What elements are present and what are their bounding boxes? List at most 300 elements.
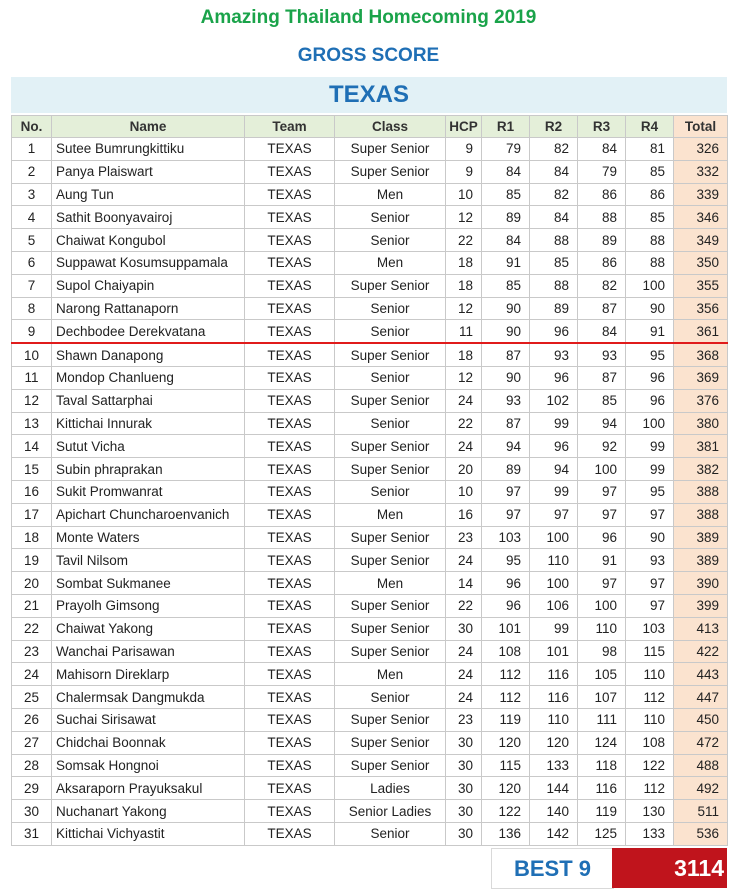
cell-total: 346 (674, 206, 728, 229)
cell-r4: 110 (626, 663, 674, 686)
cell-r1: 120 (482, 777, 530, 800)
table-row (12, 206, 728, 229)
cell-r3: 119 (578, 800, 626, 823)
table-body (12, 138, 728, 846)
cell-name: Sutut Vicha (52, 435, 245, 458)
cell-team: TEXAS (245, 594, 335, 617)
cell-team: TEXAS (245, 229, 335, 252)
cell-r4: 100 (626, 412, 674, 435)
cell-r2: 97 (530, 503, 578, 526)
cell-name: Mahisorn Direklarp (52, 663, 245, 686)
cell-team: TEXAS (245, 572, 335, 595)
cell-r2: 89 (530, 297, 578, 320)
cell-hcp: 9 (446, 160, 482, 183)
cell-r3: 116 (578, 777, 626, 800)
cell-team: TEXAS (245, 458, 335, 481)
cell-total: 472 (674, 731, 728, 754)
table-row (12, 800, 728, 823)
cell-name: Sombat Sukmanee (52, 572, 245, 595)
cell-hcp: 24 (446, 686, 482, 709)
table-row (12, 731, 728, 754)
page-subtitle: GROSS SCORE (297, 45, 440, 66)
cell-r3: 97 (578, 480, 626, 503)
cell-r3: 96 (578, 526, 626, 549)
cell-r3: 85 (578, 389, 626, 412)
cell-r1: 85 (482, 274, 530, 297)
table-row (12, 343, 728, 366)
cell-hcp: 16 (446, 503, 482, 526)
cell-no: 12 (12, 389, 52, 412)
cell-r1: 90 (482, 320, 530, 343)
table-row (12, 229, 728, 252)
cell-no: 30 (12, 800, 52, 823)
cell-r4: 112 (626, 686, 674, 709)
cell-total: 376 (674, 389, 728, 412)
cell-r2: 120 (530, 731, 578, 754)
cell-class: Senior (335, 686, 446, 709)
cell-hcp: 24 (446, 549, 482, 572)
cell-hcp: 10 (446, 480, 482, 503)
cell-r3: 97 (578, 503, 626, 526)
cell-r3: 79 (578, 160, 626, 183)
cell-hcp: 12 (446, 206, 482, 229)
cell-hcp: 23 (446, 708, 482, 731)
cell-r1: 97 (482, 503, 530, 526)
cell-team: TEXAS (245, 526, 335, 549)
cell-team: TEXAS (245, 686, 335, 709)
table-header-row (12, 116, 728, 138)
cell-no: 24 (12, 663, 52, 686)
cell-no: 28 (12, 754, 52, 777)
cell-name: Tavil Nilsom (52, 549, 245, 572)
cell-hcp: 12 (446, 297, 482, 320)
cell-r3: 107 (578, 686, 626, 709)
cell-team: TEXAS (245, 777, 335, 800)
cell-total: 492 (674, 777, 728, 800)
cell-r4: 108 (626, 731, 674, 754)
cell-r4: 110 (626, 708, 674, 731)
cell-hcp: 9 (446, 138, 482, 161)
cell-class: Super Senior (335, 640, 446, 663)
cell-r3: 100 (578, 458, 626, 481)
cell-team: TEXAS (245, 549, 335, 572)
column-header-class: Class (335, 116, 446, 138)
cell-class: Super Senior (335, 389, 446, 412)
cell-r2: 84 (530, 206, 578, 229)
cell-total: 447 (674, 686, 728, 709)
cell-total: 356 (674, 297, 728, 320)
cell-r3: 86 (578, 251, 626, 274)
cell-r4: 95 (626, 480, 674, 503)
cell-r4: 93 (626, 549, 674, 572)
cell-r1: 108 (482, 640, 530, 663)
cell-hcp: 18 (446, 274, 482, 297)
cell-r2: 106 (530, 594, 578, 617)
table-row (12, 138, 728, 161)
cell-r1: 103 (482, 526, 530, 549)
cell-no: 1 (12, 138, 52, 161)
cell-r4: 97 (626, 572, 674, 595)
cell-no: 4 (12, 206, 52, 229)
cell-r3: 98 (578, 640, 626, 663)
cell-class: Super Senior (335, 160, 446, 183)
cell-r1: 94 (482, 435, 530, 458)
cell-no: 3 (12, 183, 52, 206)
cell-no: 26 (12, 708, 52, 731)
cell-team: TEXAS (245, 800, 335, 823)
cell-class: Super Senior (335, 549, 446, 572)
cell-no: 13 (12, 412, 52, 435)
cell-r3: 84 (578, 320, 626, 343)
table-row (12, 663, 728, 686)
cell-hcp: 12 (446, 366, 482, 389)
cell-total: 339 (674, 183, 728, 206)
cell-r1: 85 (482, 183, 530, 206)
cell-r2: 110 (530, 708, 578, 731)
cell-total: 413 (674, 617, 728, 640)
cell-name: Chaiwat Kongubol (52, 229, 245, 252)
cell-r2: 96 (530, 435, 578, 458)
cell-class: Ladies (335, 777, 446, 800)
cell-r2: 88 (530, 229, 578, 252)
score-table (11, 115, 728, 846)
cell-name: Apichart Chuncharoenvanich (52, 503, 245, 526)
table-row (12, 708, 728, 731)
table-row (12, 617, 728, 640)
table-row (12, 754, 728, 777)
table-row (12, 777, 728, 800)
cell-r4: 103 (626, 617, 674, 640)
page-title: Amazing Thailand Homecoming 2019 (200, 7, 537, 28)
table-row (12, 458, 728, 481)
cell-r2: 101 (530, 640, 578, 663)
cell-r4: 100 (626, 274, 674, 297)
cell-r3: 92 (578, 435, 626, 458)
cell-class: Super Senior (335, 343, 446, 366)
column-header-hcp: HCP (446, 116, 482, 138)
cell-r1: 89 (482, 206, 530, 229)
cell-no: 5 (12, 229, 52, 252)
cell-total: 332 (674, 160, 728, 183)
cell-total: 388 (674, 503, 728, 526)
cell-hcp: 30 (446, 822, 482, 845)
cell-total: 443 (674, 663, 728, 686)
cell-r2: 96 (530, 366, 578, 389)
cell-team: TEXAS (245, 320, 335, 343)
cell-r1: 84 (482, 160, 530, 183)
cell-no: 27 (12, 731, 52, 754)
cell-name: Narong Rattanaporn (52, 297, 245, 320)
cell-class: Senior (335, 297, 446, 320)
cell-total: 488 (674, 754, 728, 777)
cell-hcp: 14 (446, 572, 482, 595)
cell-total: 350 (674, 251, 728, 274)
cell-total: 349 (674, 229, 728, 252)
cell-r2: 84 (530, 160, 578, 183)
cell-r2: 88 (530, 274, 578, 297)
cell-r4: 99 (626, 435, 674, 458)
cell-r3: 105 (578, 663, 626, 686)
cell-no: 11 (12, 366, 52, 389)
cell-team: TEXAS (245, 754, 335, 777)
cell-r2: 133 (530, 754, 578, 777)
cell-name: Kittichai Vichyastit (52, 822, 245, 845)
cell-r3: 88 (578, 206, 626, 229)
column-header-total: Total (674, 116, 728, 138)
cell-r3: 87 (578, 297, 626, 320)
cell-team: TEXAS (245, 138, 335, 161)
cell-name: Panya Plaiswart (52, 160, 245, 183)
cell-r2: 140 (530, 800, 578, 823)
cell-total: 382 (674, 458, 728, 481)
cell-class: Senior (335, 480, 446, 503)
cell-r2: 99 (530, 617, 578, 640)
cell-team: TEXAS (245, 822, 335, 845)
cell-team: TEXAS (245, 503, 335, 526)
cell-hcp: 11 (446, 320, 482, 343)
cell-no: 18 (12, 526, 52, 549)
cell-r2: 100 (530, 572, 578, 595)
cell-total: 361 (674, 320, 728, 343)
cell-team: TEXAS (245, 412, 335, 435)
cell-class: Super Senior (335, 458, 446, 481)
cell-name: Chaiwat Yakong (52, 617, 245, 640)
cell-total: 399 (674, 594, 728, 617)
cell-r3: 110 (578, 617, 626, 640)
cell-team: TEXAS (245, 731, 335, 754)
column-header-team: Team (245, 116, 335, 138)
best-label: BEST 9 (491, 848, 614, 889)
cell-r1: 90 (482, 366, 530, 389)
cell-hcp: 24 (446, 389, 482, 412)
cell-team: TEXAS (245, 343, 335, 366)
cell-total: 450 (674, 708, 728, 731)
cell-r3: 94 (578, 412, 626, 435)
cell-hcp: 10 (446, 183, 482, 206)
cell-hcp: 18 (446, 343, 482, 366)
cell-no: 22 (12, 617, 52, 640)
table-row (12, 412, 728, 435)
cell-name: Chalermsak Dangmukda (52, 686, 245, 709)
cell-r4: 112 (626, 777, 674, 800)
cell-r3: 124 (578, 731, 626, 754)
cell-r1: 101 (482, 617, 530, 640)
cell-total: 511 (674, 800, 728, 823)
cell-class: Men (335, 183, 446, 206)
cell-r4: 88 (626, 251, 674, 274)
cell-class: Men (335, 251, 446, 274)
cell-r1: 119 (482, 708, 530, 731)
cell-name: Shawn Danapong (52, 343, 245, 366)
cell-r4: 95 (626, 343, 674, 366)
cell-class: Men (335, 503, 446, 526)
cell-r2: 94 (530, 458, 578, 481)
cell-team: TEXAS (245, 640, 335, 663)
cell-class: Super Senior (335, 526, 446, 549)
best-value-text: 3114 (674, 855, 724, 881)
cell-team: TEXAS (245, 389, 335, 412)
cell-r3: 91 (578, 549, 626, 572)
cell-name: Dechbodee Derekvatana (52, 320, 245, 343)
cell-r1: 96 (482, 594, 530, 617)
cell-r4: 97 (626, 503, 674, 526)
cell-r1: 93 (482, 389, 530, 412)
cell-no: 2 (12, 160, 52, 183)
cell-r4: 90 (626, 526, 674, 549)
cell-name: Wanchai Parisawan (52, 640, 245, 663)
cell-class: Super Senior (335, 708, 446, 731)
cell-r3: 97 (578, 572, 626, 595)
table-row (12, 435, 728, 458)
cell-r3: 125 (578, 822, 626, 845)
column-header-r4: R4 (626, 116, 674, 138)
cell-r2: 93 (530, 343, 578, 366)
table-row (12, 526, 728, 549)
cell-team: TEXAS (245, 663, 335, 686)
column-header-no: No. (12, 116, 52, 138)
table-row (12, 594, 728, 617)
cell-no: 19 (12, 549, 52, 572)
table-row (12, 366, 728, 389)
table-row (12, 183, 728, 206)
cell-r1: 87 (482, 343, 530, 366)
cell-r3: 89 (578, 229, 626, 252)
cell-name: Somsak Hongnoi (52, 754, 245, 777)
cell-r1: 96 (482, 572, 530, 595)
cell-r2: 85 (530, 251, 578, 274)
cell-name: Sutee Bumrungkittiku (52, 138, 245, 161)
cell-team: TEXAS (245, 366, 335, 389)
cell-class: Super Senior (335, 617, 446, 640)
cell-r4: 81 (626, 138, 674, 161)
cell-class: Senior (335, 412, 446, 435)
cell-r4: 96 (626, 389, 674, 412)
cell-hcp: 30 (446, 800, 482, 823)
cell-hcp: 30 (446, 731, 482, 754)
cell-r3: 86 (578, 183, 626, 206)
cell-r1: 97 (482, 480, 530, 503)
cell-class: Super Senior (335, 274, 446, 297)
table-row (12, 320, 728, 343)
cell-name: Supol Chaiyapin (52, 274, 245, 297)
cell-no: 25 (12, 686, 52, 709)
cell-hcp: 24 (446, 435, 482, 458)
table-row (12, 822, 728, 845)
cell-name: Sathit Boonyavairoj (52, 206, 245, 229)
cell-total: 381 (674, 435, 728, 458)
column-header-r1: R1 (482, 116, 530, 138)
cell-total: 422 (674, 640, 728, 663)
cell-no: 6 (12, 251, 52, 274)
cell-hcp: 30 (446, 754, 482, 777)
cell-class: Senior (335, 366, 446, 389)
cell-team: TEXAS (245, 480, 335, 503)
cell-hcp: 23 (446, 526, 482, 549)
table-row (12, 389, 728, 412)
cell-team: TEXAS (245, 251, 335, 274)
best-value (612, 848, 727, 888)
cell-r2: 110 (530, 549, 578, 572)
cell-r3: 93 (578, 343, 626, 366)
cell-team: TEXAS (245, 274, 335, 297)
cell-class: Men (335, 663, 446, 686)
cell-r4: 85 (626, 160, 674, 183)
cell-name: Monte Waters (52, 526, 245, 549)
cell-total: 390 (674, 572, 728, 595)
cell-class: Senior Ladies (335, 800, 446, 823)
cell-class: Men (335, 572, 446, 595)
cell-no: 8 (12, 297, 52, 320)
cell-total: 389 (674, 549, 728, 572)
cell-class: Senior (335, 229, 446, 252)
cell-total: 389 (674, 526, 728, 549)
cell-total: 369 (674, 366, 728, 389)
table-row (12, 160, 728, 183)
cell-r3: 87 (578, 366, 626, 389)
cell-class: Super Senior (335, 435, 446, 458)
cell-no: 7 (12, 274, 52, 297)
cell-no: 10 (12, 343, 52, 366)
cell-r1: 79 (482, 138, 530, 161)
cell-r1: 115 (482, 754, 530, 777)
cell-r4: 90 (626, 297, 674, 320)
cell-name: Mondop Chanlueng (52, 366, 245, 389)
cell-class: Senior (335, 320, 446, 343)
cell-r2: 142 (530, 822, 578, 845)
cell-r3: 82 (578, 274, 626, 297)
team-banner: TEXAS (11, 77, 727, 113)
cell-name: Chidchai Boonnak (52, 731, 245, 754)
cell-r1: 87 (482, 412, 530, 435)
cell-r2: 99 (530, 480, 578, 503)
cell-hcp: 22 (446, 412, 482, 435)
column-header-name: Name (52, 116, 245, 138)
cell-name: Aung Tun (52, 183, 245, 206)
cell-name: Sukit Promwanrat (52, 480, 245, 503)
cell-r3: 111 (578, 708, 626, 731)
cell-r4: 91 (626, 320, 674, 343)
table-row (12, 297, 728, 320)
cell-no: 9 (12, 320, 52, 343)
table-row (12, 480, 728, 503)
cell-r4: 96 (626, 366, 674, 389)
cell-r1: 112 (482, 686, 530, 709)
cell-r2: 82 (530, 183, 578, 206)
cell-no: 15 (12, 458, 52, 481)
cell-r1: 112 (482, 663, 530, 686)
cell-total: 368 (674, 343, 728, 366)
cell-r2: 102 (530, 389, 578, 412)
cell-r1: 120 (482, 731, 530, 754)
cell-total: 388 (674, 480, 728, 503)
table-row (12, 274, 728, 297)
cell-class: Super Senior (335, 594, 446, 617)
cell-hcp: 24 (446, 640, 482, 663)
cell-class: Super Senior (335, 138, 446, 161)
cell-name: Subin phraprakan (52, 458, 245, 481)
cell-r3: 118 (578, 754, 626, 777)
cell-r4: 133 (626, 822, 674, 845)
table-row (12, 503, 728, 526)
cell-r2: 82 (530, 138, 578, 161)
cell-no: 17 (12, 503, 52, 526)
cell-name: Nuchanart Yakong (52, 800, 245, 823)
cell-r4: 97 (626, 594, 674, 617)
cell-no: 20 (12, 572, 52, 595)
cell-r1: 95 (482, 549, 530, 572)
cell-hcp: 24 (446, 663, 482, 686)
cell-team: TEXAS (245, 206, 335, 229)
